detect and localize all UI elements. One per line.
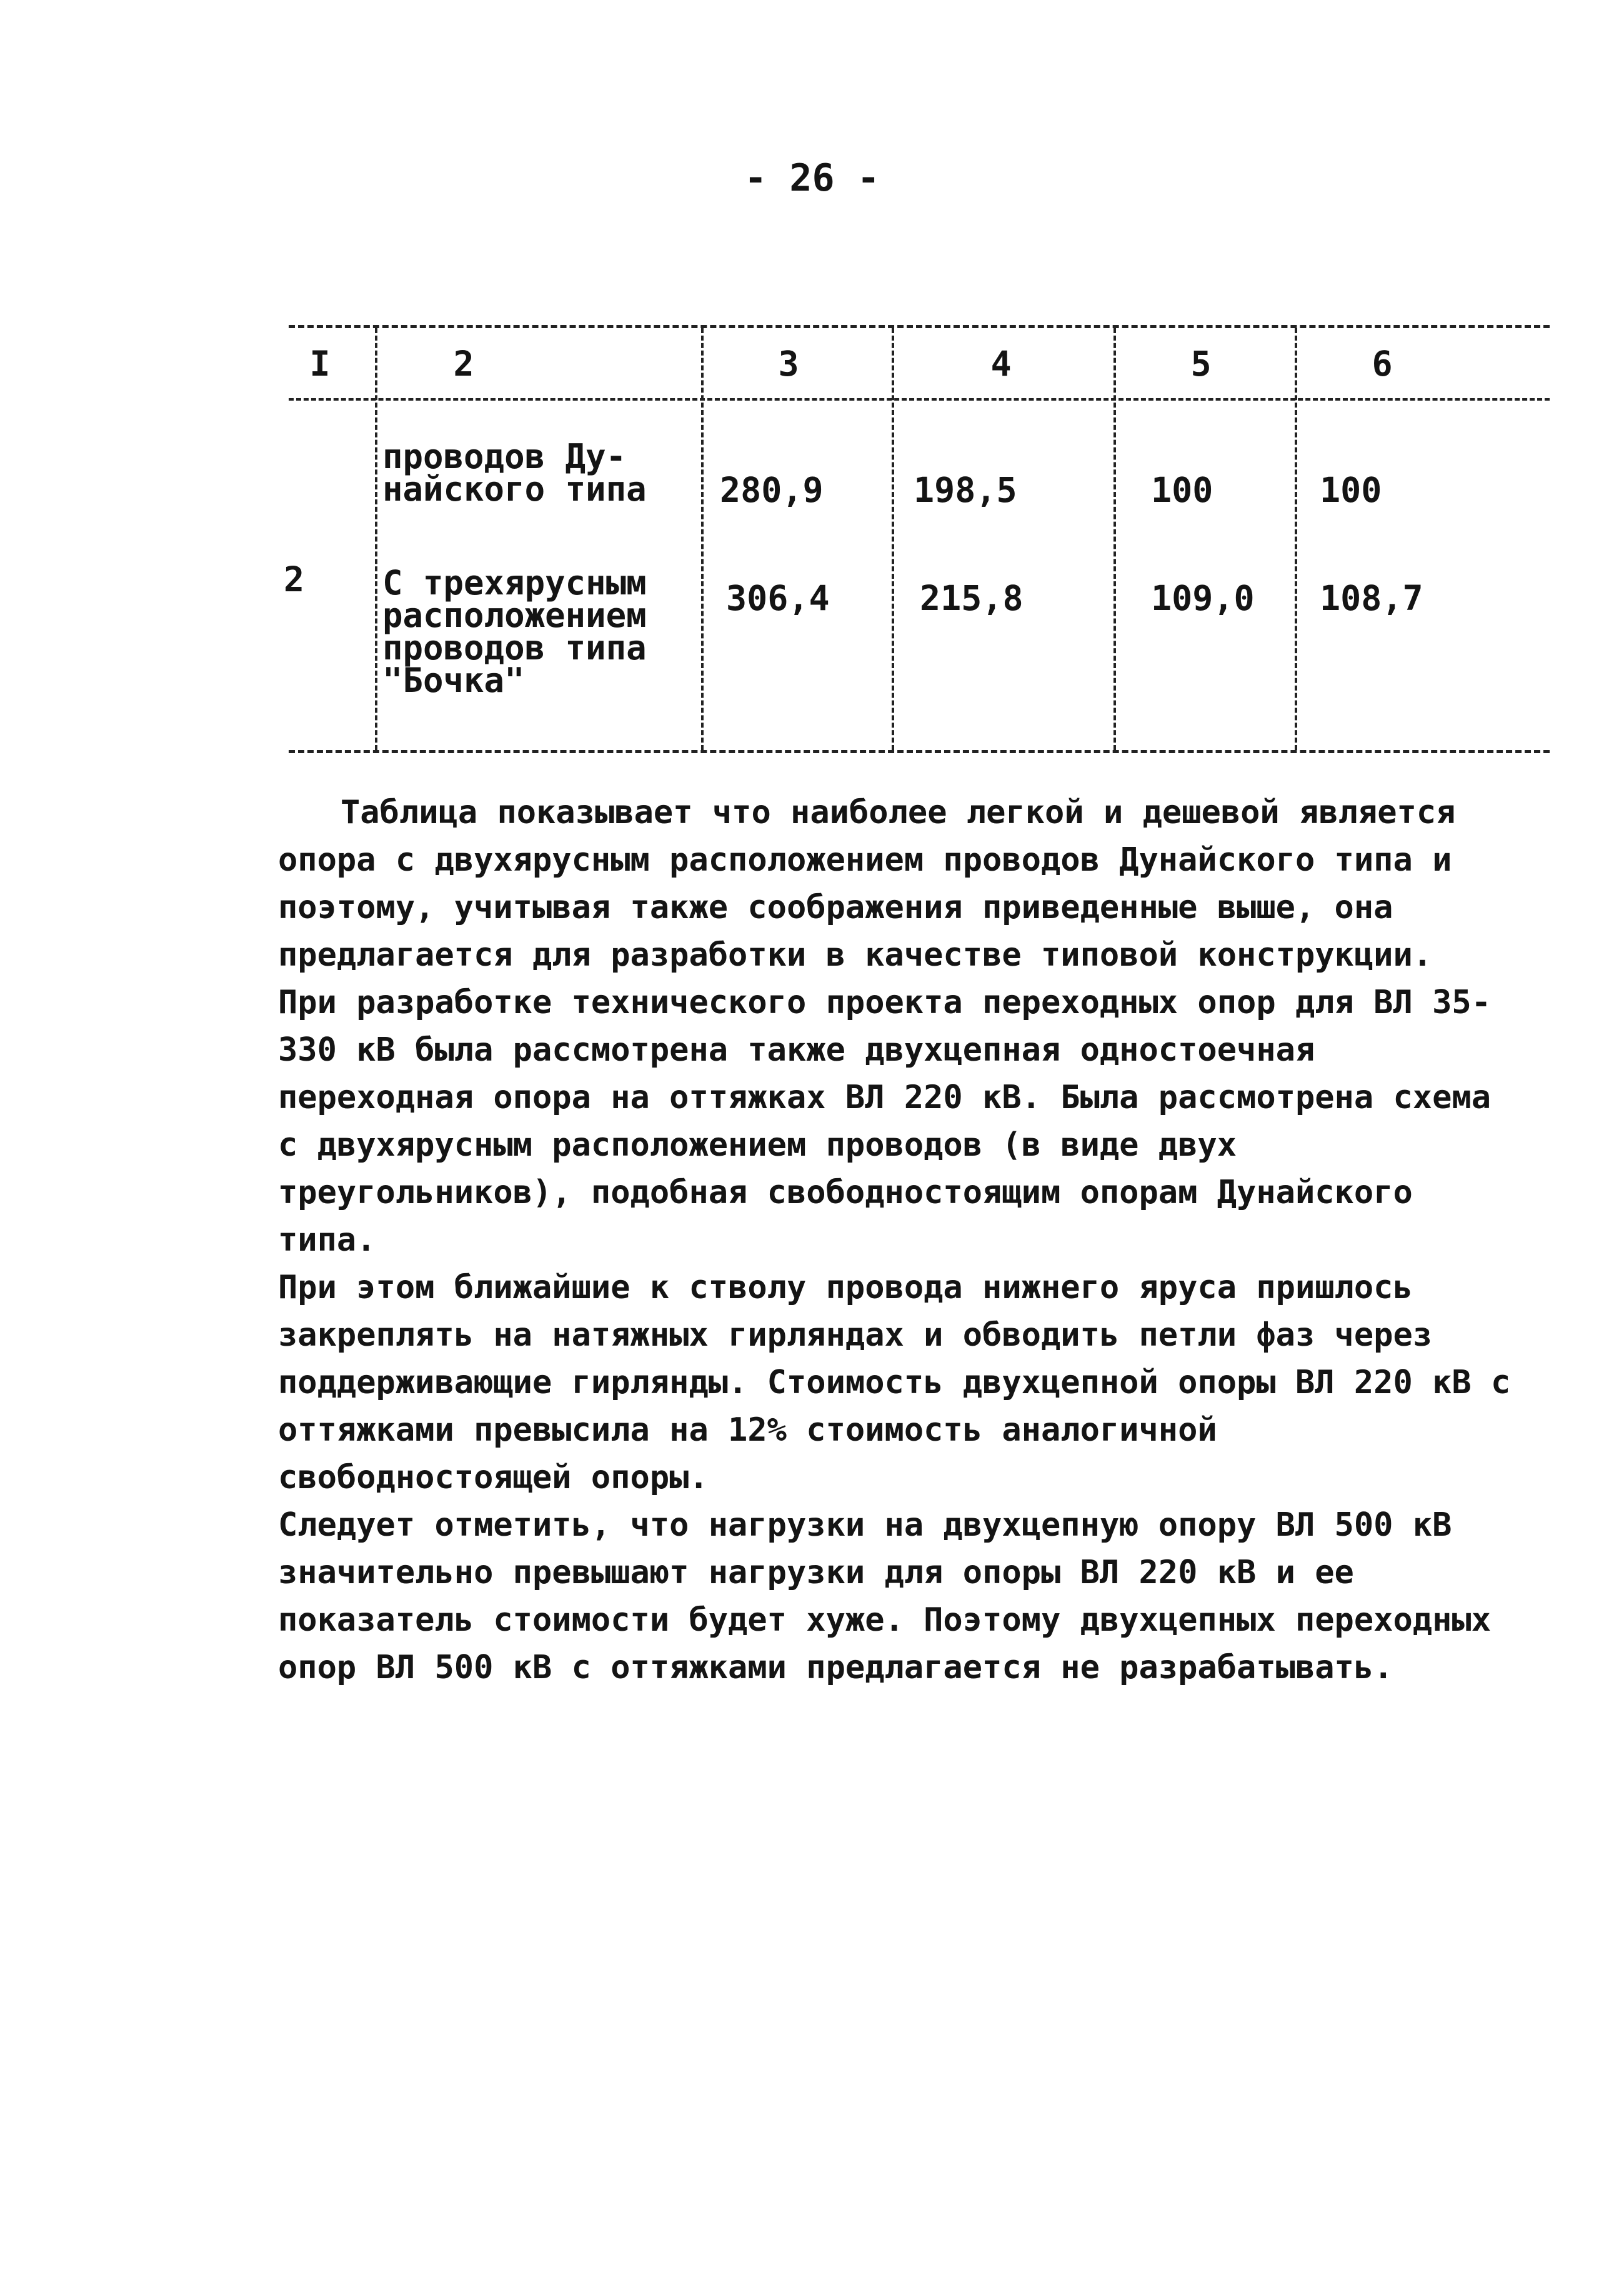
- row-description-line: "Бочка": [382, 661, 525, 700]
- paragraph: При разработке технического проекта переходных опор для ВЛ 35-330 кВ была рассмотрена также двухцепная одностоечная переходная опора на оттяжках ВЛ 220 кВ. Была рассмотрена схема с двухярусным расположением проводов (в виде двух треугольников), подобная свободностоящим опорам Дунайского типа.: [278, 984, 1492, 1259]
- paragraph: При этом ближайшие к стволу провода нижнего яруса пришлось закреплять на натяжных гирляндах и обводить петли фаз через поддерживающие гирлянды. Стоимость двухцепной опоры ВЛ 220 кВ с оттяжками превысила на 12% стоимость аналогичной свободностоящей опоры.: [278, 1269, 1511, 1496]
- row-description-line: найского типа: [382, 469, 647, 509]
- paragraph: Следует отметить, что нагрузки на двухцепную опору ВЛ 500 кВ значительно превышают нагрузки для опоры ВЛ 220 кВ и ее показатель стоимости будет хуже. Поэтому двухцепных переходных опор ВЛ 500 кВ с оттяжками предлагается не разрабатывать.: [278, 1506, 1492, 1686]
- row-description: [382, 437, 682, 509]
- column-header: 4: [990, 344, 1012, 384]
- table-cell: 306,4: [726, 578, 830, 618]
- column-header: I: [309, 344, 331, 384]
- row-description: [382, 563, 682, 700]
- column-divider: [1295, 328, 1297, 750]
- row-description-line: проводов типа: [382, 628, 647, 668]
- page-number: - 26 -: [744, 156, 880, 200]
- row-number: 2: [284, 559, 305, 599]
- column-header: 3: [778, 344, 799, 384]
- table-cell: 109,0: [1151, 578, 1255, 618]
- table-cell: 100: [1320, 470, 1382, 510]
- data-table: [284, 325, 1550, 753]
- table-cell: 100: [1151, 470, 1213, 510]
- column-divider: [892, 328, 894, 750]
- column-header: 2: [453, 344, 474, 384]
- column-divider: [701, 328, 704, 750]
- table-cell: 215,8: [920, 578, 1024, 618]
- column-header: 6: [1372, 344, 1393, 384]
- table-cell: 108,7: [1320, 578, 1423, 618]
- header-divider: [289, 398, 1550, 401]
- column-header: 5: [1190, 344, 1212, 384]
- row-description-line: проводов Ду-: [382, 437, 627, 476]
- body-text: [278, 789, 1528, 1691]
- column-divider: [375, 328, 377, 750]
- column-divider: [1113, 328, 1116, 750]
- row-description-line: расположением: [382, 596, 647, 635]
- table-cell: 280,9: [720, 470, 824, 510]
- table-cell: 198,5: [914, 470, 1017, 510]
- row-description-line: С трехярусным: [382, 563, 647, 603]
- paragraph: Таблица показывает что наиболее легкой и дешевой является опора с двухярусным расположением проводов Дунайского типа и поэтому, учитывая также соображения приведенные выше, она предлагается для разработки в качестве типовой конструкции.: [278, 794, 1456, 974]
